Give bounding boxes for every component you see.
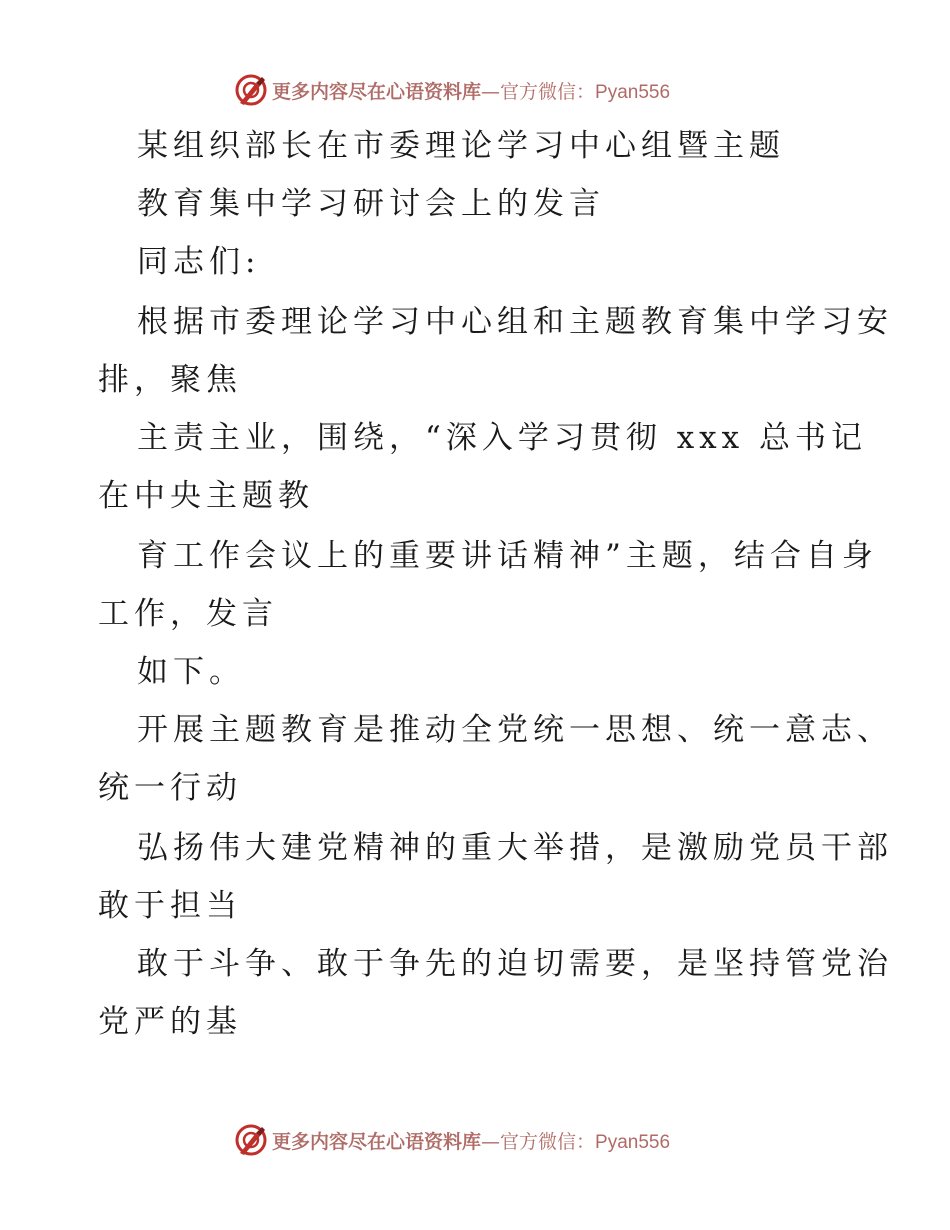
title-line-1: 某组织部长在市委理论学习中心组暨主题 xyxy=(137,128,785,164)
banner-text xyxy=(272,77,670,104)
pen-logo-icon xyxy=(234,73,268,107)
banner-wechat-id: Pyan556 xyxy=(595,81,671,103)
banner-separator: — xyxy=(481,80,501,103)
banner-wechat-label: 官方微信： xyxy=(500,1130,596,1153)
title-line-2: 教育集中学习研讨会上的发言 xyxy=(137,186,605,222)
banner-slogan: 更多内容尽在心语资料库 xyxy=(272,80,482,103)
salutation: 同志们: xyxy=(137,244,261,280)
banner-separator: — xyxy=(481,1130,501,1153)
text-line: 在中央主题教 xyxy=(98,478,314,514)
text-line: 敢于担当 xyxy=(98,888,242,924)
text-line: 弘扬伟大建党精神的重大举措，是激励党员干部 xyxy=(137,830,893,866)
text-line: 敢于斗争、敢于争先的迫切需要，是坚持管党治 xyxy=(137,946,893,982)
text-line: 开展主题教育是推动全党统一思想、统一意志、 xyxy=(137,712,893,748)
text-line: 排，聚焦 xyxy=(98,362,242,398)
footer-banner xyxy=(0,1120,950,1160)
banner-slogan: 更多内容尽在心语资料库 xyxy=(272,1130,482,1153)
banner-text xyxy=(272,1127,670,1154)
pen-logo-icon xyxy=(234,1123,268,1157)
text-line: 党严的基 xyxy=(98,1004,242,1040)
text-line: 主责主业，围绕，“深入学习贯彻 xxx 总书记 xyxy=(137,420,868,456)
banner-wechat-id: Pyan556 xyxy=(595,1131,671,1153)
text-line: 统一行动 xyxy=(98,770,242,806)
banner-wechat-label: 官方微信： xyxy=(500,80,596,103)
text-line: 育工作会议上的重要讲话精神”主题，结合自身 xyxy=(137,538,878,574)
header-banner xyxy=(0,70,950,110)
text-line: 如下。 xyxy=(137,654,245,690)
text-line: 工作，发言 xyxy=(98,596,278,632)
text-line: 根据市委理论学习中心组和主题教育集中学习安 xyxy=(137,304,893,340)
